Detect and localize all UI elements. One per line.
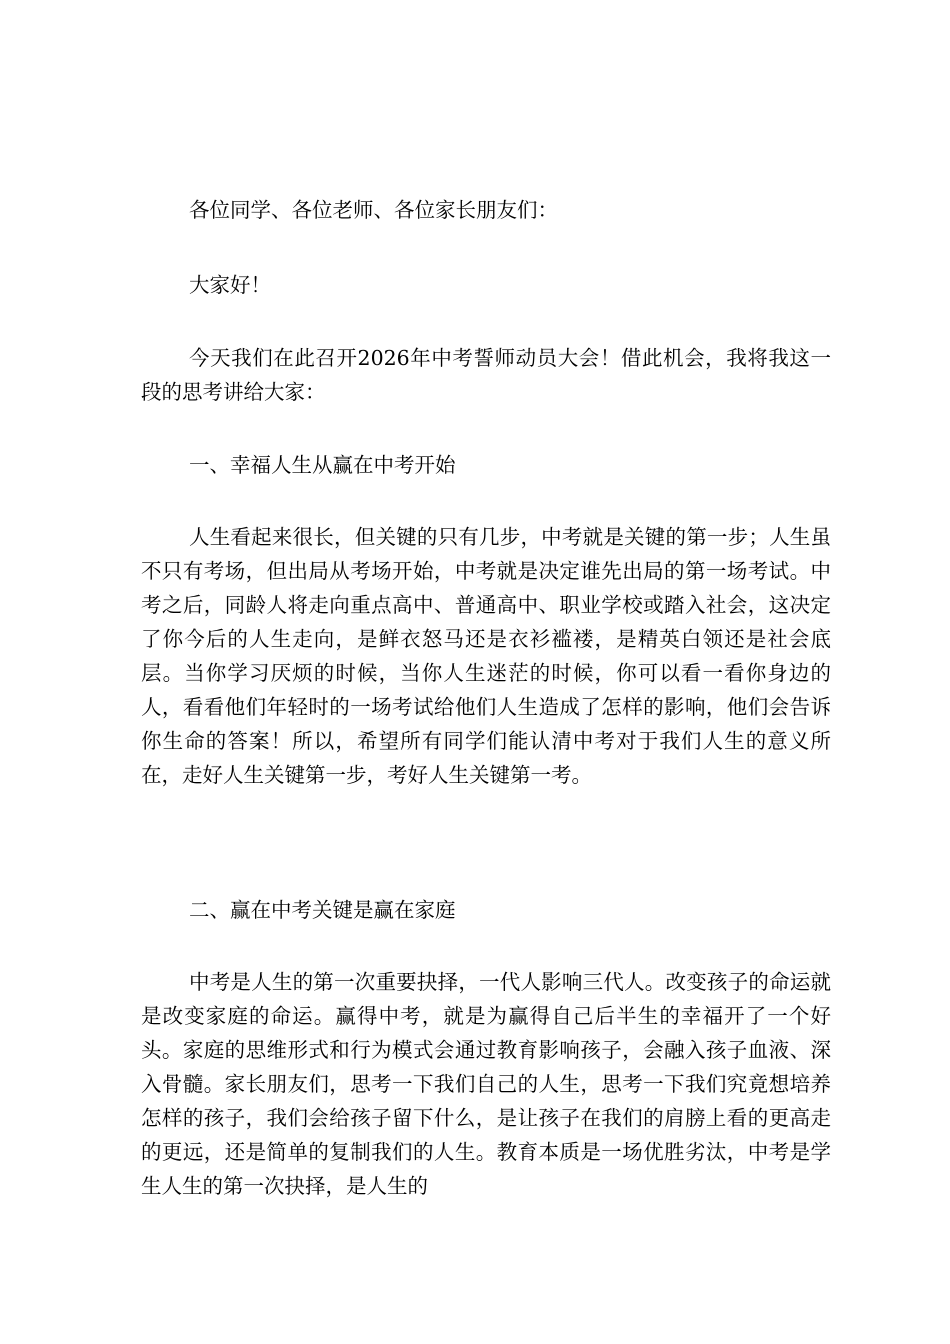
intro-paragraph: 今天我们在此召开2026年中考誓师动员大会！借此机会，我将我这一段的思考讲给大家： [141, 346, 831, 404]
section-heading-2: 二、赢在中考关键是赢在家庭 [189, 898, 456, 922]
section-heading-1: 一、幸福人生从赢在中考开始 [189, 453, 456, 477]
body-paragraph-2: 中考是人生的第一次重要抉择，一代人影响三代人。改变孩子的命运就是改变家庭的命运。赢得中考，就是为赢得自己后半生的幸福开了一个好头。家庭的思维形式和行为模式会通过教育影响孩子，会融入孩子血液、深入骨髓。家长朋友们，思考一下我们自己的人生，思考一下我们究竟想培养怎样的孩子，我们会给孩子留下什么，是让孩子在我们的肩膀上看的更高走的更远，还是简单的复制我们的人生。教育本质是一场优胜劣汰，中考是学生人生的第一次抉择，是人生的 [141, 970, 831, 1198]
body-paragraph-1: 人生看起来很长，但关键的只有几步，中考就是关键的第一步；人生虽不只有考场，但出局从考场开始，中考就是决定谁先出局的第一场考试。中考之后，同龄人将走向重点高中、普通高中、职业学校或踏入社会，这决定了你今后的人生走向，是鲜衣怒马还是衣衫褴褛，是精英白领还是社会底层。当你学习厌烦的时候，当你人生迷茫的时候，你可以看一看你身边的人，看看他们年轻时的一场考试给他们人生造成了怎样的影响，他们会告诉你生命的答案！所以，希望所有同学们能认清中考对于我们人生的意义所在，走好人生关键第一步，考好人生关键第一考。 [141, 525, 831, 787]
hello-line: 大家好！ [189, 273, 271, 297]
greeting-line: 各位同学、各位老师、各位家长朋友们： [189, 198, 558, 222]
